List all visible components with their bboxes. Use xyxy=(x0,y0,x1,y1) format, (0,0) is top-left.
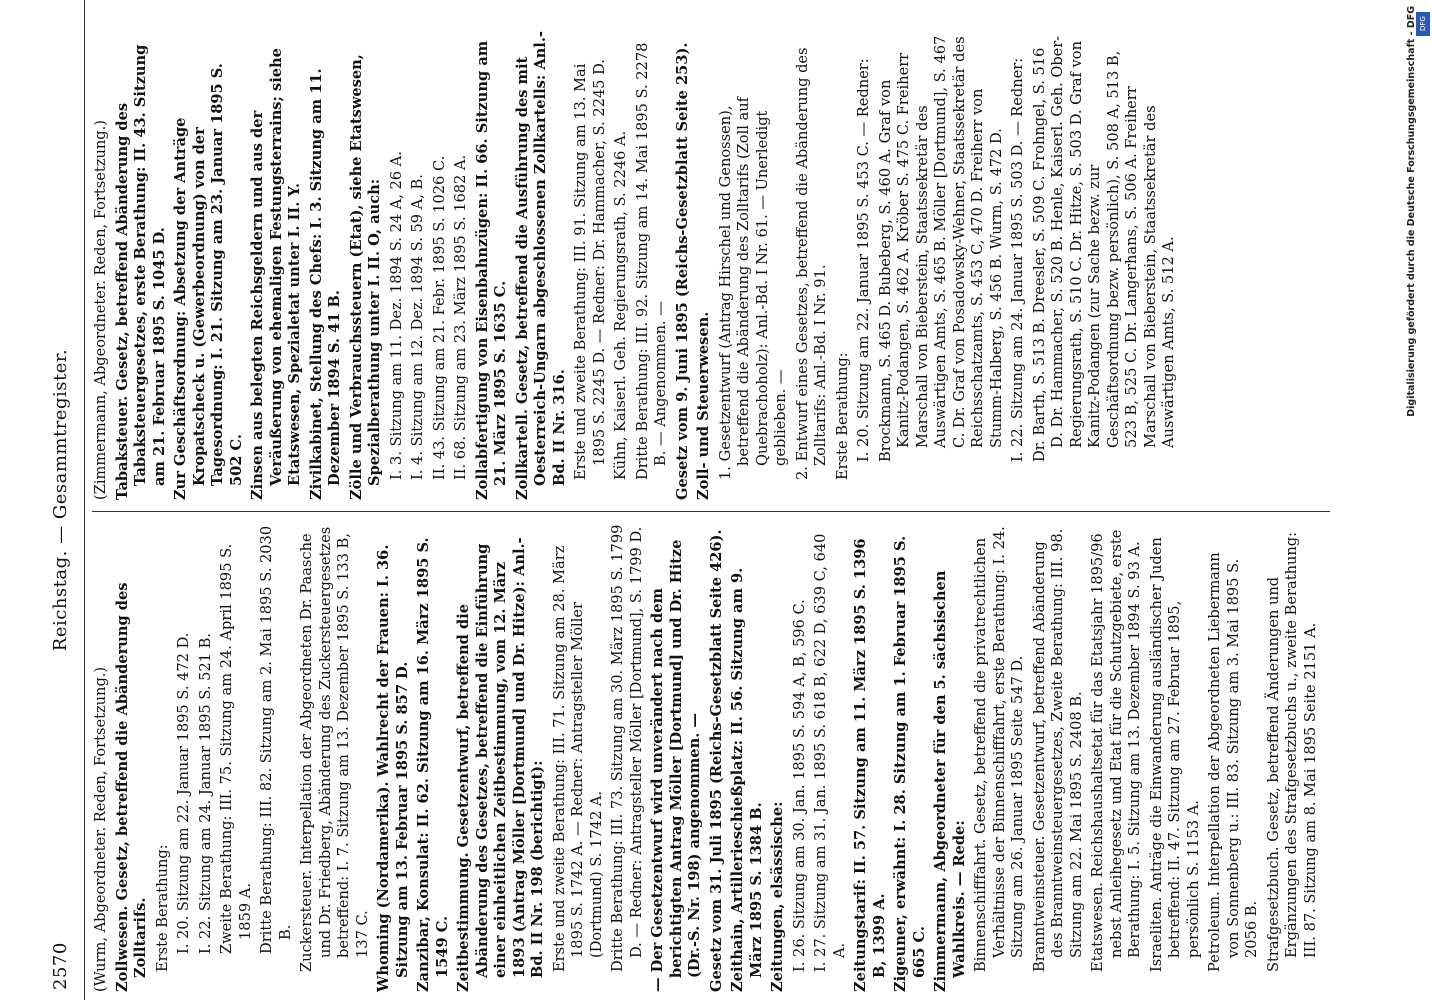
register-entry: Zeithain, Artillerieschießplatz: II. 56. Sitzung am 9. März 1895 S. 1384 B. xyxy=(729,567,765,992)
register-entry: I. 22. Sitzung am 24. Januar 1895 S. 503 D. — Redner: xyxy=(1009,57,1026,462)
register-entry: Erste und zweite Berathung: III. 91. Sitzung am 13. Mai 1895 S. 2245 D. — Redner: Dr. Hammacher, S. 2245 D. xyxy=(572,59,608,480)
running-title: Reichstag. — Gesammtregister. xyxy=(49,348,71,652)
register-entry: Erste Berathung: xyxy=(153,844,171,972)
register-entry: I. 4. Sitzung am 12. Dez. 1894 S. 59 A, B. xyxy=(409,174,426,480)
register-entry: 2. Entwurf eines Gesetzes, betreffend die Abänderung des Zolltarifs: Anl.-Bd. I Nr. 91. xyxy=(793,47,829,480)
right-column xyxy=(92,30,1400,500)
register-entry: II. 43. Sitzung am 21. Febr. 1895 S. 1026 C. xyxy=(430,155,448,480)
column-divider xyxy=(92,511,1330,512)
register-entry: Tabaksteuer. Gesetz, betreffend Abänderung des Tabaksteuergesetzes, erste Berathung: II. 43. Sitzung am 21. Februar 1895 S. 1045 D. xyxy=(113,44,168,500)
register-entry: I. 20. Sitzung am 22. Januar 1895 S. 453 C. — Redner: xyxy=(855,58,872,462)
register-entry: Dritte Berathung: III. 73. Sitzung am 30. März 1895 S. 1799 D. — Redner: Antragsteller Möller [Dortmund], S. 1799 D. xyxy=(609,524,645,972)
dfg-logo-badge: DFG xyxy=(1416,12,1430,36)
register-entry: Kühn, Kaiserl. Geh. Regierungsrath, S. 2246 A. xyxy=(612,130,629,480)
register-entry: Dritte Berathung: III. 92. Sitzung am 14. Mai 1895 S. 2278 B. — Angenommen. — xyxy=(633,42,669,480)
register-entry: I. 22. Sitzung am 24. Januar 1895 S. 521 B. xyxy=(196,633,214,954)
register-entry: Zuckersteuer. Interpellation der Abgeordneten Dr. Paasche und Dr. Friedberg, Abänderung des Zuckersteuergesetzes betreffend: I. 7. Sitzung am 13. Dezember 1895 S. 133 B, 137 C. xyxy=(298,526,371,972)
register-entry: 1. Gesetzentwurf (Antrag Hirschel und Genossen), betreffend die Abänderung des Zolltarifs (Zoll auf Quebrachoholz): Anl.-Bd. I Nr. 61. — Unerledigt geblieben. — xyxy=(716,96,789,480)
register-entry: Gesetz vom 31. Juli 1895 (Reichs-Gesetzblatt Seite 426). xyxy=(707,529,725,992)
register-entry: Zollwesen. Gesetz, betreffend die Abänderung des Zolltarifs. xyxy=(113,582,149,992)
register-entry: Zölle und Verbrauchssteuern (Etat), siehe Etatswesen, Spezialberathung unter I. II. O, auch: xyxy=(347,54,383,500)
register-entry: Zivilkabinet, Stellung des Chefs: I. 3. Sitzung am 11. Dezember 1894 S. 41 B. xyxy=(307,68,343,500)
page-number: 2570 xyxy=(49,942,71,990)
register-entry: I. 27. Sitzung am 31. Jan. 1895 S. 618 B, 622 D, 639 C, 640 A. xyxy=(812,533,848,972)
register-entry: Brockmann, S. 465 D. Bubeberg, S. 460 A. Graf von Kanitz-Podangen, S. 462 A. Kröber S. 475 C. Freiherr Marschall von Bieberstein, Staatssekretär des Auswärtigen Amts, S. 465 B. Möller [Dortmund], S. 467 C. Dr. Graf von Posadowsky-Wehner, Staatssekretär des Reichsschatzamts, S. 453 C, 470 D. Freiherr von Stumm-Halberg, S. 456 B. Wurm, S. 472 D. xyxy=(876,35,1005,462)
register-entry: Whoming (Nordamerika). Wahlrecht der Frauen: I. 36. Sitzung am 13. Februar 1895 S. 857 D. xyxy=(375,544,411,992)
register-entry: Zigeuner, erwähnt: I. 28. Sitzung am 1. Februar 1895 S. 665 C. xyxy=(892,535,928,992)
register-entry: Zweite Berathung: III. 75. Sitzung am 24. April 1895 S. 1859 A. xyxy=(218,543,254,954)
register-entry: Erste Berathung: xyxy=(833,352,851,480)
dfg-side-note: Digitalisierung gefördert durch die Deutsche Forschungsgemeinschaft - DFG xyxy=(1406,6,1417,417)
register-entry: Branntweinsteuer. Gesetzentwurf, betreffend Abänderung des Branntweinsteuergesetzes, Zweite Berathung: III. 98. Sitzung am 22. Mai 1895 S. 2408 B. xyxy=(1030,528,1085,972)
register-entry: Zollabfertigung von Eisenbahnzügen: II. 66. Sitzung am 21. März 1895 S. 1635 C. xyxy=(473,40,509,500)
register-entry: I. 3. Sitzung am 11. Dez. 1894 S. 24 A, 26 A. xyxy=(387,151,405,480)
register-entry: Dritte Berathung: III. 82. Sitzung am 2. Mai 1895 S. 2030 B. xyxy=(258,525,294,954)
register-entry: Strafgesetzbuch. Gesetz, betreffend Änderungen und Ergänzungen des Strafgesetzbuchs u., zweite Berathung: III. 87. Sitzung am 8. Mai 1895 Seite 2151 A. xyxy=(1264,531,1319,972)
register-entry: (Wurm, Abgeordneter. Reden, Fortsetzung.) xyxy=(92,666,109,992)
register-entry: Zeitbestimmung. Gesetzentwurf, betreffend die Abänderung des Gesetzes, betreffend die Einführung einer einheitlichen Zeitbestimmung, vom 12. März 1893 (Antrag Möller [Dortmund] und Dr. Hitze): Anl.-Bd. II Nr. 198 (berichtigt): xyxy=(455,537,546,992)
register-entry: Etatswesen. Reichshaushaltsetat für das Etatsjahr 1895/96 nebst Anleihegesetz und Etat für die Schutzgebiete, erste Berathung: I. 5. Sitzung am 13. Dezember 1894 S. 93 A. xyxy=(1089,529,1143,972)
register-entry: Zur Geschäftsordnung: Absetzung der Anträge Kropatscheck u. (Gewerbeordnung) von der Tagesordnung: I. 21. Sitzung am 23. Januar 1895 S. 502 C. xyxy=(172,63,245,500)
rotated-register-page xyxy=(40,0,1400,1000)
register-entry: II. 68. Sitzung am 23. März 1895 S. 1682 A. xyxy=(452,154,469,480)
register-entry: Binnenschifffahrt. Gesetz, betreffend die privatrechtlichen Verhältnisse der Binnenschifffahrt, erste Berathung: I. 24. Sitzung am 26. Januar 1895 Seite 547 D. xyxy=(972,526,1026,972)
register-entry: Dr. Barth, S. 513 B. Dreesler, S. 509 C. Frohngel, S. 516 D. Dr. Hammacher, S. 520 B. Henle, Kaiserl. Geh. Ober-Regierungsrath, S. 510 C. Dr. Hitze, S. 503 D. Graf von Kanitz-Podangen (zur Sache bezw. zur Geschäftsordnung bezw. persönlich), S. 508 A, 513 B, 523 B, 525 C. Dr. Langerhans, S. 506 A. Freiherr Marschall von Bieberstein, Staatssekretär des Auswärtigen Amts, S. 512 A. xyxy=(1030,35,1177,462)
register-entry: — Der Gesetzentwurf wird unverändert nach dem berichtigten Antrag Möller [Dortmund] und Dr. Hitze (Dr.-S. Nr. 198) angenommen. — xyxy=(649,539,703,992)
register-entry: Zoll- und Steuerwesen. xyxy=(695,311,712,500)
register-entry: I. 26. Sitzung am 30. Jan. 1895 S. 594 A, B, 596 C. xyxy=(790,599,808,972)
header-rule xyxy=(84,0,85,1000)
left-column xyxy=(92,522,1400,992)
dfg-side-note-strip xyxy=(1406,0,1432,1000)
register-entry: Zanzibar, Konsulat: II. 62. Sitzung am 16. März 1895 S. 1549 C. xyxy=(415,537,451,992)
register-entry: Gesetz vom 9. Juni 1895 (Reichs-Gesetzblatt Seite 253). xyxy=(673,42,691,500)
register-entry: Zollkartell. Gesetz, betreffend die Ausführung des mit Oesterreich-Ungarn abgeschlossenen Zollkartells: Anl.-Bd. II Nr. 316. xyxy=(513,31,568,500)
register-entry: (Zimmermann, Abgeordneter. Reden, Fortsetzung.) xyxy=(92,120,109,500)
register-entry: Petroleum. Interpellation der Abgeordneten Liebermann von Sonnenberg u.: III. 83. Sitzung am 3. Mai 1895 S. 2056 B. xyxy=(1206,552,1260,972)
register-entry: Zinsen aus belegten Reichsgeldern und aus der Veräußerung von ehemaligen Festungsterrains; siehe Etatswesen, Spezialetat unter I. II. Y. xyxy=(249,48,303,500)
register-entry: Zimmermann, Abgeordneter für den 5. sächsischen Wahlkreis. — Rede: xyxy=(932,570,968,992)
register-entry: Zeitungstarif: II. 57. Sitzung am 11. März 1895 S. 1396 B, 1399 A. xyxy=(852,538,888,992)
register-entry: I. 20. Sitzung am 22. Januar 1895 S. 472 D. xyxy=(175,632,192,954)
register-entry: Erste und zweite Berathung: III. 71. Sitzung am 28. März 1895 S. 1742 A. — Redner: Antragsteller Möller (Dortmund) S. 1742 A. xyxy=(550,545,605,972)
register-entry: Israeliten. Anträge die Einwanderung ausländischer Juden betreffend: II. 47. Sitzung am 27. Februar 1895, persönlich S. 1153 A. xyxy=(1147,537,1202,972)
page-header xyxy=(40,0,80,1000)
register-entry: Zeitungen, elsässische: xyxy=(769,801,786,992)
